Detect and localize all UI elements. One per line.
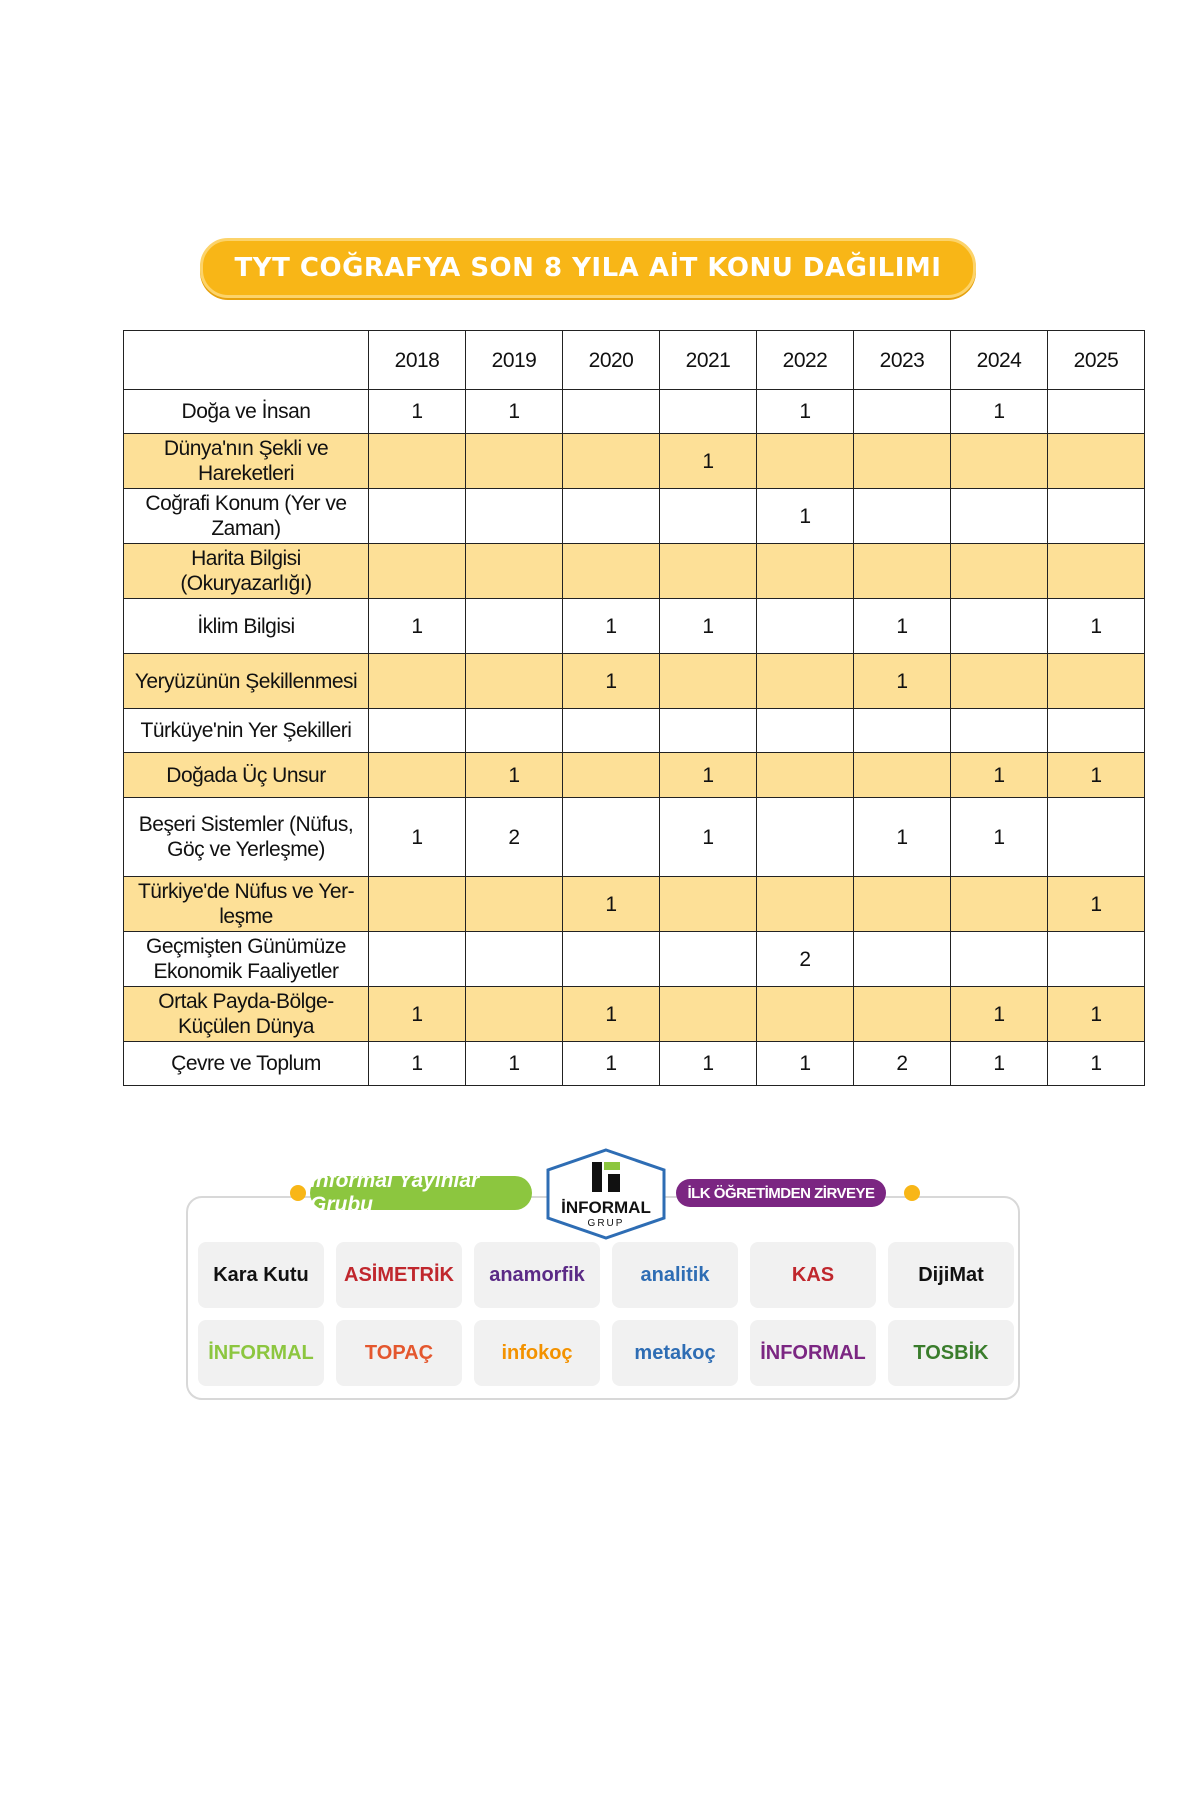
count-cell — [563, 390, 660, 434]
count-cell: 1 — [369, 390, 466, 434]
count-cell — [757, 798, 854, 877]
table-row — [124, 489, 1145, 544]
count-cell: 1 — [660, 599, 757, 654]
count-cell — [854, 434, 951, 489]
count-cell — [951, 654, 1048, 709]
count-cell — [951, 877, 1048, 932]
table-row — [124, 987, 1145, 1042]
brand-logo: infokoç — [474, 1320, 600, 1386]
count-cell — [660, 544, 757, 599]
count-cell: 2 — [757, 932, 854, 987]
count-cell — [660, 932, 757, 987]
year-header: 2020 — [563, 331, 660, 390]
count-cell: 1 — [369, 1042, 466, 1086]
center-logo-text: İNFORMAL — [561, 1198, 651, 1217]
brand-grid — [198, 1242, 1014, 1386]
count-cell — [563, 753, 660, 798]
count-cell: 1 — [951, 1042, 1048, 1086]
count-cell — [466, 987, 563, 1042]
count-cell — [369, 932, 466, 987]
count-cell — [951, 544, 1048, 599]
count-cell — [466, 434, 563, 489]
count-cell — [1048, 434, 1145, 489]
count-cell — [1048, 932, 1145, 987]
count-cell: 1 — [466, 1042, 563, 1086]
count-cell — [563, 709, 660, 753]
count-cell — [1048, 489, 1145, 544]
brand-logo: TOPAÇ — [336, 1320, 462, 1386]
topic-cell: Geçmişten Günümüze Ekonomik Faaliyetler — [124, 932, 369, 987]
table-row — [124, 877, 1145, 932]
count-cell — [1048, 709, 1145, 753]
count-cell — [757, 544, 854, 599]
count-cell — [951, 932, 1048, 987]
count-cell — [757, 654, 854, 709]
topic-cell: Doğada Üç Unsur — [124, 753, 369, 798]
table-row — [124, 544, 1145, 599]
count-cell: 1 — [1048, 877, 1145, 932]
year-header: 2019 — [466, 331, 563, 390]
count-cell — [951, 709, 1048, 753]
count-cell — [951, 434, 1048, 489]
count-cell — [369, 489, 466, 544]
brand-logo: İNFORMAL — [198, 1320, 324, 1386]
brand-logo: anamorfik — [474, 1242, 600, 1308]
count-cell: 2 — [466, 798, 563, 877]
count-cell — [854, 932, 951, 987]
count-cell: 1 — [563, 1042, 660, 1086]
topic-cell: İklim Bilgisi — [124, 599, 369, 654]
count-cell: 1 — [369, 798, 466, 877]
count-cell: 1 — [854, 654, 951, 709]
count-cell: 1 — [466, 390, 563, 434]
decor-dot — [290, 1185, 306, 1201]
count-cell — [563, 932, 660, 987]
table-row — [124, 753, 1145, 798]
count-cell — [854, 489, 951, 544]
count-cell: 1 — [563, 987, 660, 1042]
count-cell — [563, 544, 660, 599]
count-cell — [757, 877, 854, 932]
count-cell: 1 — [1048, 987, 1145, 1042]
topic-cell: Ortak Payda-Bölge-Küçülen Dünya — [124, 987, 369, 1042]
count-cell — [757, 709, 854, 753]
count-cell — [660, 987, 757, 1042]
table-row — [124, 798, 1145, 877]
brand-logo: KAS — [750, 1242, 876, 1308]
count-cell: 1 — [1048, 753, 1145, 798]
year-header: 2021 — [660, 331, 757, 390]
topic-cell: Yeryüzünün Şekillenmesi — [124, 654, 369, 709]
brand-logo: ASİMETRİK — [336, 1242, 462, 1308]
count-cell — [563, 434, 660, 489]
count-cell — [563, 489, 660, 544]
count-cell — [369, 544, 466, 599]
topic-cell: Dünya'nın Şekli ve Hareketleri — [124, 434, 369, 489]
count-cell — [1048, 654, 1145, 709]
count-cell — [660, 877, 757, 932]
year-header: 2024 — [951, 331, 1048, 390]
count-cell — [757, 753, 854, 798]
topic-cell: Beşeri Sistemler (Nüfus, Göç ve Yerleşme) — [124, 798, 369, 877]
count-cell: 1 — [757, 1042, 854, 1086]
count-cell — [660, 489, 757, 544]
count-cell — [466, 544, 563, 599]
count-cell — [854, 877, 951, 932]
count-cell: 1 — [369, 987, 466, 1042]
count-cell — [466, 654, 563, 709]
count-cell — [757, 987, 854, 1042]
brand-logo: DijiMat — [888, 1242, 1014, 1308]
brand-logo: TOSBİK — [888, 1320, 1014, 1386]
count-cell: 1 — [660, 753, 757, 798]
center-logo-sub: GRUP — [587, 1218, 625, 1229]
count-cell: 1 — [951, 390, 1048, 434]
count-cell: 1 — [951, 798, 1048, 877]
count-cell — [1048, 798, 1145, 877]
count-cell — [563, 798, 660, 877]
count-cell: 1 — [951, 753, 1048, 798]
table-row — [124, 599, 1145, 654]
page-title: TYT COĞRAFYA SON 8 YILA AİT KONU DAĞILIMI — [200, 238, 976, 298]
count-cell — [466, 489, 563, 544]
topic-cell: Harita Bilgisi (Okuryazarlığı) — [124, 544, 369, 599]
count-cell: 1 — [563, 877, 660, 932]
count-cell — [1048, 390, 1145, 434]
corner-cell — [124, 331, 369, 390]
count-cell: 2 — [854, 1042, 951, 1086]
table-row — [124, 709, 1145, 753]
count-cell — [369, 753, 466, 798]
year-header: 2018 — [369, 331, 466, 390]
count-cell: 1 — [660, 434, 757, 489]
count-cell: 1 — [466, 753, 563, 798]
topic-cell: Türküye'nin Yer Şekilleri — [124, 709, 369, 753]
decor-dot — [904, 1185, 920, 1201]
year-header: 2022 — [757, 331, 854, 390]
count-cell: 1 — [369, 599, 466, 654]
count-cell — [660, 390, 757, 434]
brand-logo: analitik — [612, 1242, 738, 1308]
count-cell — [369, 877, 466, 932]
count-cell — [854, 709, 951, 753]
count-cell — [660, 709, 757, 753]
count-cell: 1 — [1048, 1042, 1145, 1086]
year-header: 2023 — [854, 331, 951, 390]
count-cell — [757, 599, 854, 654]
count-cell — [466, 932, 563, 987]
slogan-badge: İLK ÖĞRETİMDEN ZİRVEYE — [676, 1179, 886, 1207]
count-cell: 1 — [660, 798, 757, 877]
title-banner — [200, 238, 976, 298]
brand-logo: Kara Kutu — [198, 1242, 324, 1308]
table-row — [124, 390, 1145, 434]
count-cell — [466, 877, 563, 932]
count-cell: 1 — [854, 599, 951, 654]
count-cell: 1 — [757, 390, 854, 434]
count-cell: 1 — [757, 489, 854, 544]
count-cell: 1 — [1048, 599, 1145, 654]
count-cell: 1 — [951, 987, 1048, 1042]
count-cell — [1048, 544, 1145, 599]
topic-distribution-table — [123, 330, 1145, 1086]
count-cell: 1 — [563, 599, 660, 654]
count-cell — [369, 654, 466, 709]
year-header: 2025 — [1048, 331, 1145, 390]
table-row — [124, 654, 1145, 709]
topic-cell: Türkiye'de Nüfus ve Yer-leşme — [124, 877, 369, 932]
brand-logo: İNFORMAL — [750, 1320, 876, 1386]
count-cell — [369, 709, 466, 753]
table-row — [124, 932, 1145, 987]
table-row — [124, 1042, 1145, 1086]
brand-logo: metakoç — [612, 1320, 738, 1386]
count-cell — [854, 987, 951, 1042]
count-cell — [369, 434, 466, 489]
table-row — [124, 434, 1145, 489]
count-cell: 1 — [563, 654, 660, 709]
count-cell — [854, 544, 951, 599]
table-header-row — [124, 331, 1145, 390]
count-cell — [660, 654, 757, 709]
count-cell — [466, 599, 563, 654]
count-cell: 1 — [660, 1042, 757, 1086]
group-label-badge: İnformal Yayınlar Grubu — [310, 1176, 532, 1210]
count-cell — [757, 434, 854, 489]
topic-cell: Çevre ve Toplum — [124, 1042, 369, 1086]
count-cell — [951, 599, 1048, 654]
count-cell — [854, 390, 951, 434]
count-cell: 1 — [854, 798, 951, 877]
topic-cell: Doğa ve İnsan — [124, 390, 369, 434]
count-cell — [466, 709, 563, 753]
count-cell — [854, 753, 951, 798]
count-cell — [951, 489, 1048, 544]
topic-cell: Coğrafi Konum (Yer ve Zaman) — [124, 489, 369, 544]
